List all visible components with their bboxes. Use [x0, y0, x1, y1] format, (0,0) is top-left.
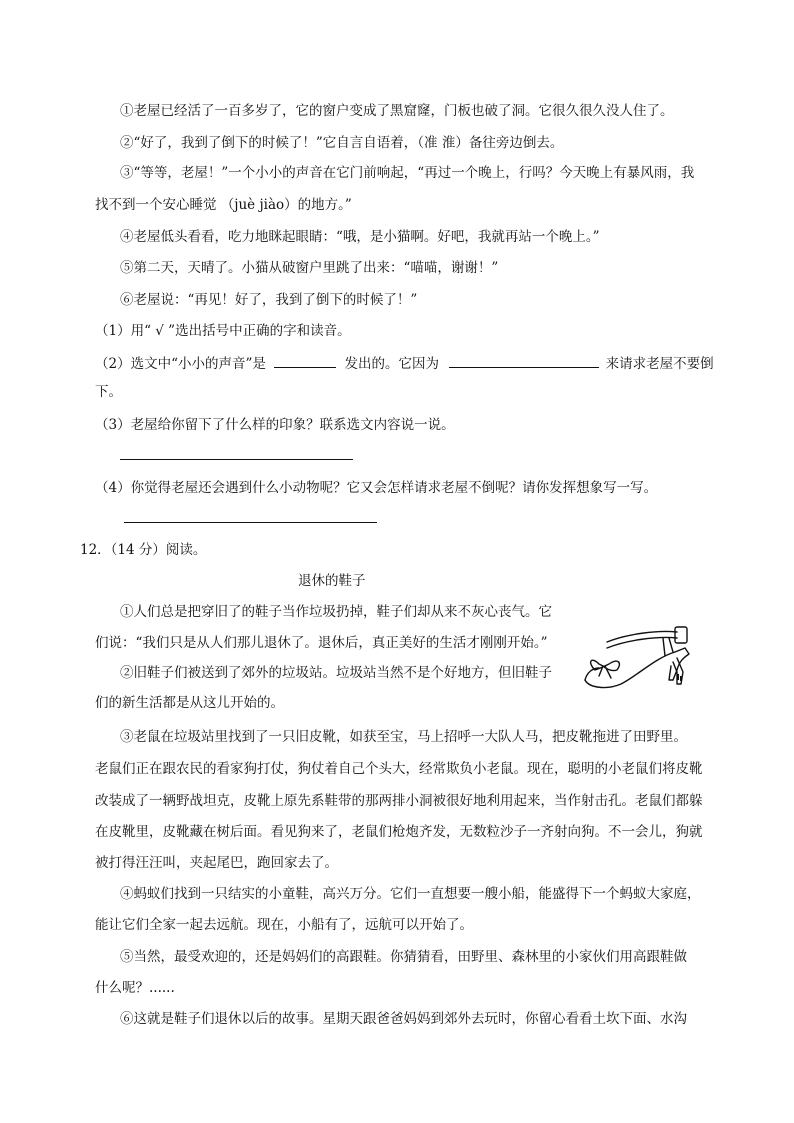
- passage2-paragraph-3-line-3: 改装成了一辆野战坦克，皮靴上原先系鞋带的那两排小洞被很好地利用起来，当作射击孔。老鼠们都躲: [95, 793, 703, 809]
- passage2-paragraph-2-line-2: 们的新生活都是从这儿开始的。: [95, 695, 284, 711]
- passage1-paragraph-3-line-2: 找不到一个安心睡觉 （juè jiào）的地方。”: [95, 197, 352, 213]
- question-2-blank-2[interactable]: [449, 353, 599, 368]
- question-2-text-c: 来请求老屋不要倒: [605, 356, 714, 372]
- passage2-paragraph-3-line-4: 在皮靴里，皮靴藏在树后面。看见狗来了，老鼠们枪炮齐发，无数粒沙子一齐射向狗。不一会儿，狗就: [95, 824, 703, 840]
- high-heel-shoe-illustration: [577, 618, 697, 693]
- passage2-paragraph-5-line-1: ⑤当然，最受欢迎的，还是妈妈们的高跟鞋。你猜猜看，田野里、森林里的小家伙们用高跟鞋做: [120, 949, 687, 965]
- question-4: （4）你觉得老屋还会遇到什么小动物呢？它又会怎样请求老屋不倒呢？请你发挥想象写一写。: [95, 480, 658, 496]
- passage2-paragraph-4-line-2: 能让它们全家一起去远航。现在，小船有了，远航可以开始了。: [95, 917, 473, 933]
- passage1-paragraph-3-line-1: ③“等等，老屋！”一个小小的声音在它门前响起，“再过一个晚上，行吗？今天晚上有暴风雨，我: [120, 165, 695, 181]
- passage2-paragraph-4-line-1: ④蚂蚁们找到一只结实的小童鞋，高兴万分。它们一直想要一艘小船，能盛得下一个蚂蚁大家庭，: [120, 886, 701, 902]
- question-2: [95, 353, 714, 373]
- passage2-paragraph-6-line-1: ⑥这就是鞋子们退休以后的故事。星期天跟爸爸妈妈到郊外去玩时，你留心看看土坎下面、水沟: [120, 1011, 687, 1027]
- question-1: （1）用“ √ ”选出括号中正确的字和读音。: [95, 323, 351, 339]
- question-3-answer-line[interactable]: [120, 459, 353, 460]
- question-2-text-b: 发出的。它因为: [344, 356, 439, 372]
- passage2-paragraph-3-line-5: 被打得汪汪叫，夹起尾巴，跑回家去了。: [95, 855, 338, 871]
- question-2-continuation: 下。: [95, 384, 122, 400]
- passage2-paragraph-1-line-2: 们说：“我们只是从人们那儿退休了。退休后，真正美好的生活才刚刚开始。”: [95, 635, 548, 651]
- question-4-answer-line[interactable]: [124, 522, 377, 523]
- passage1-paragraph-4: ④老屋低头看看，吃力地眯起眼睛：“哦，是小猫啊。好吧，我就再站一个晚上。”: [120, 229, 600, 245]
- passage2-paragraph-5-line-2: 什么呢？......: [95, 980, 175, 996]
- passage1-paragraph-5: ⑤第二天，天晴了。小猫从破窗户里跳了出来：“喵喵，谢谢！”: [120, 260, 499, 276]
- question-3: （3）老屋给你留下了什么样的印象？联系选文内容说一说。: [95, 417, 455, 433]
- passage2-paragraph-2-line-1: ②旧鞋子们被送到了郊外的垃圾站。垃圾站当然不是个好地方，但旧鞋子: [120, 665, 552, 681]
- passage1-paragraph-6: ⑥老屋说：“再见！好了，我到了倒下的时候了！”: [120, 292, 418, 308]
- passage1-paragraph-2: ②“好了，我到了倒下的时候了！”它自言自语着，（准 淮）备往旁边倒去。: [120, 135, 564, 151]
- passage2-paragraph-1-line-1: ①人们总是把穿旧了的鞋子当作垃圾扔掉，鞋子们却从来不灰心丧气。它: [120, 604, 552, 620]
- passage2-paragraph-3-line-2: 老鼠们正在跟农民的看家狗打仗，狗仗着自己个头大，经常欺负小老鼠。现在，聪明的小老鼠们将皮靴: [95, 761, 703, 777]
- question-2-text-a: （2）选文中“小小的声音”是: [95, 356, 266, 372]
- passage2-paragraph-3-line-1: ③老鼠在垃圾站里找到了一只旧皮靴，如获至宝，马上招呼一大队人马，把皮靴拖进了田野里。: [120, 729, 687, 745]
- question-12-header: 12．（14 分）阅读。: [80, 542, 207, 558]
- passage2-title: 退休的鞋子: [298, 573, 366, 589]
- passage1-paragraph-1: ①老屋已经活了一百多岁了，它的窗户变成了黑窟窿，门板也破了洞。它很久很久没人住了。: [120, 103, 674, 119]
- question-2-blank-1[interactable]: [274, 353, 336, 368]
